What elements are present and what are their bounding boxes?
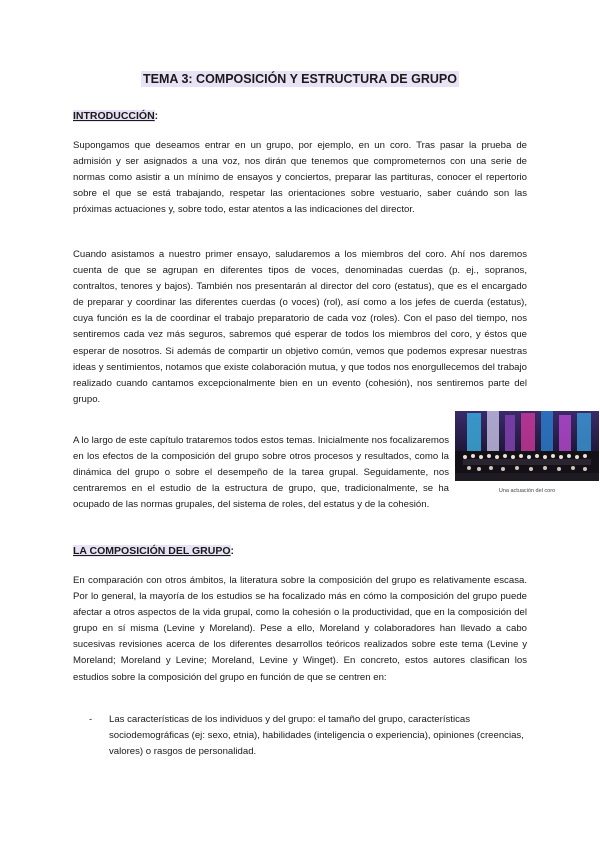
intro-heading-colon: : <box>154 110 159 122</box>
bullet-item-1: Las características de los individuos y del grupo: el tamaño del grupo, características sociodemográficas (ej: sexo, etnia), habilidades (inteligencia o experiencia), opiniones (creencias, valores) o rasgos de personalidad. <box>109 714 524 758</box>
intro-heading-text: INTRODUCCIÓN <box>73 110 155 122</box>
intro-heading <box>73 110 158 122</box>
page-title <box>0 72 600 86</box>
choir-photo-illustration <box>455 411 599 481</box>
page-title-text: TEMA 3: COMPOSICIÓN Y ESTRUCTURA DE GRUPO <box>143 72 457 86</box>
composition-heading-text: LA COMPOSICIÓN DEL GRUPO <box>73 545 231 557</box>
composition-heading <box>73 545 234 557</box>
bullet-marker: - <box>89 714 93 725</box>
intro-paragraph-3: A lo largo de este capítulo trataremos todos estos temas. Inicialmente nos focalizaremos en los efectos de la composición del grupo sobre otros procesos y resultados, como la dinámica del grupo o sobre el desempeño de la tarea grupal. Seguidamente, nos centraremos en el estudio de la estructura de grupo, que, tradicionalmente, se ha ocupado de las normas grupales, del sistema de roles, del estatus y de la cohesión. <box>73 435 449 511</box>
composition-heading-colon: : <box>230 545 235 557</box>
intro-paragraph-1: Supongamos que deseamos entrar en un grupo, por ejemplo, en un coro. Tras pasar la prueba de admisión y ser asignados a una voz, nos dirán que tenemos que comprometernos con una serie de normas como asistir a un mínimo de ensayos y conciertos, preparar las partituras, conocer el repertorio sobre el que se está trabajando, respetar las orientaciones sobre vestuario, saber cuándo son las próximas actuaciones y, sobre todo, estar atentos a las indicaciones del director. <box>73 140 527 216</box>
photo-caption: Una actuación del coro <box>498 488 556 494</box>
composition-paragraph-1: En comparación con otros ámbitos, la literatura sobre la composición del grupo es relativamente escasa. Por lo general, la mayoría de los estudios se ha focalizado más en cómo la composición del grupo puede afectar a otros aspectos de la vida grupal, como la cohesión o la productividad, que en la composición del grupo en sí misma (Levine y Moreland). Pese a ello, Moreland y colaboradores han llevado a cabo sucesivas revisiones acerca de los diferentes desarrollos teóricos realizados sobre este tema (Levine y Moreland; Moreland y Levine; Moreland, Levine y Winget). En concreto, estos autores clasifican los estudios sobre la composición del grupo en función de que se centren en: <box>73 575 527 683</box>
intro-paragraph-2: Cuando asistamos a nuestro primer ensayo, saludaremos a los miembros del coro. Ahí nos daremos cuenta de que se agrupan en diferentes tipos de voces, denominadas cuerdas (p. ej., sopranos, contraltos, tenores y bajos). También nos presentarán al director del coro (estatus), que es el encargado de preparar y coordinar las diferentes cuerdas (o voces) (rol), así como a los jefes de cuerda (estatus), cuya función es la de coordinar el trabajo preparatorio de cada voz (roles). Con el paso del tiempo, nos sentiremos cada vez más seguros, sabremos qué esperar de todos los miembros del coro, y éstos que esperar de nosotros. Si además de compartir un objetivo común, vemos que podemos expresar nuestras ideas y sentimientos, notamos que existe colaboración mutua, y que todos nos enorgullecemos del trabajo realizado cuando cantamos excepcionalmente bien en un evento (cohesión), nos sentiremos parte del grupo. <box>73 249 527 405</box>
choir-concert-photo <box>455 411 599 481</box>
